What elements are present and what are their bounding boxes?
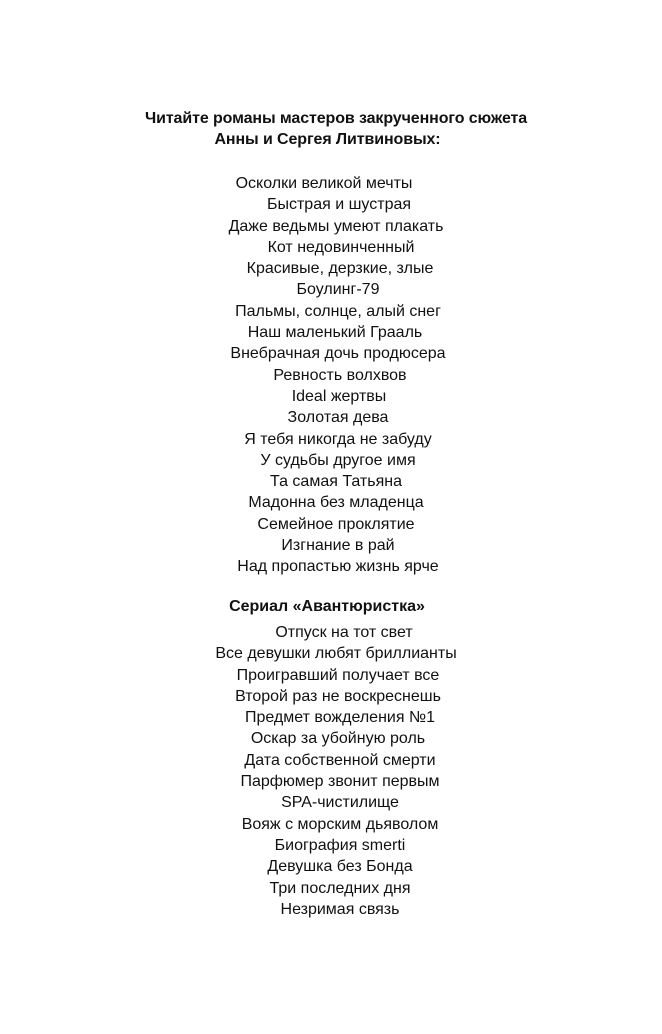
list-item: Осколки великой мечты — [235, 175, 413, 192]
series-title: Сериал «Авантюристка» — [229, 598, 425, 615]
list-item: Та самая Татьяна — [270, 473, 402, 491]
list-item: SPA-чистилище — [281, 794, 399, 812]
list-item: Биография smerti — [274, 836, 406, 854]
heading-line-2: Анны и Сергея Литвиновых: — [214, 131, 441, 148]
series-books-list — [0, 622, 662, 920]
list-item: Даже ведьмы умеют плакать — [228, 217, 444, 235]
list-item: Дата собственной смерти — [244, 751, 436, 769]
list-item: Ideal жертвы — [291, 387, 387, 405]
list-item: Три последних дня — [269, 879, 411, 897]
list-item: Наш маленький Грааль — [247, 324, 423, 342]
list-item: Внебрачная дочь продюсера — [230, 345, 446, 363]
list-item: Девушка без Бонда — [267, 858, 413, 876]
list-item: Золотая дева — [287, 409, 389, 427]
list-item: Быстрая и шустрая — [266, 196, 412, 214]
list-item: Красивые, дерзкие, злые — [246, 260, 434, 278]
list-item: Ревность волхвов — [273, 366, 407, 384]
list-item: Оскар за убойную роль — [250, 730, 426, 748]
heading-line-1: Читайте романы мастеров закрученного сюжета — [144, 110, 528, 127]
page-heading — [0, 108, 662, 150]
list-item: Все девушки любят бриллианты — [215, 645, 457, 663]
list-item: Вояж с морским дьяволом — [241, 815, 439, 833]
list-item: Мадонна без младенца — [248, 494, 424, 512]
list-item: Парфюмер звонит первым — [240, 773, 440, 791]
list-item: Проигравший получает все — [236, 666, 440, 684]
list-item: Я тебя никогда не забуду — [244, 430, 432, 448]
list-item: Незримая связь — [280, 900, 400, 918]
list-item: У судьбы другое имя — [260, 451, 416, 469]
list-item: Изгнание в рай — [281, 537, 395, 555]
list-item: Отпуск на тот свет — [275, 624, 413, 641]
list-item: Над пропастью жизнь ярче — [237, 558, 439, 576]
list-item: Семейное проклятие — [257, 515, 415, 533]
list-item: Пальмы, солнце, алый снег — [235, 302, 441, 320]
list-item: Второй раз не воскреснешь — [235, 687, 441, 705]
list-item: Кот недовинченный — [267, 238, 415, 256]
list-item: Предмет вожделения №1 — [244, 709, 436, 727]
list-item: Боулинг-79 — [296, 281, 380, 299]
novels-list — [0, 173, 662, 578]
